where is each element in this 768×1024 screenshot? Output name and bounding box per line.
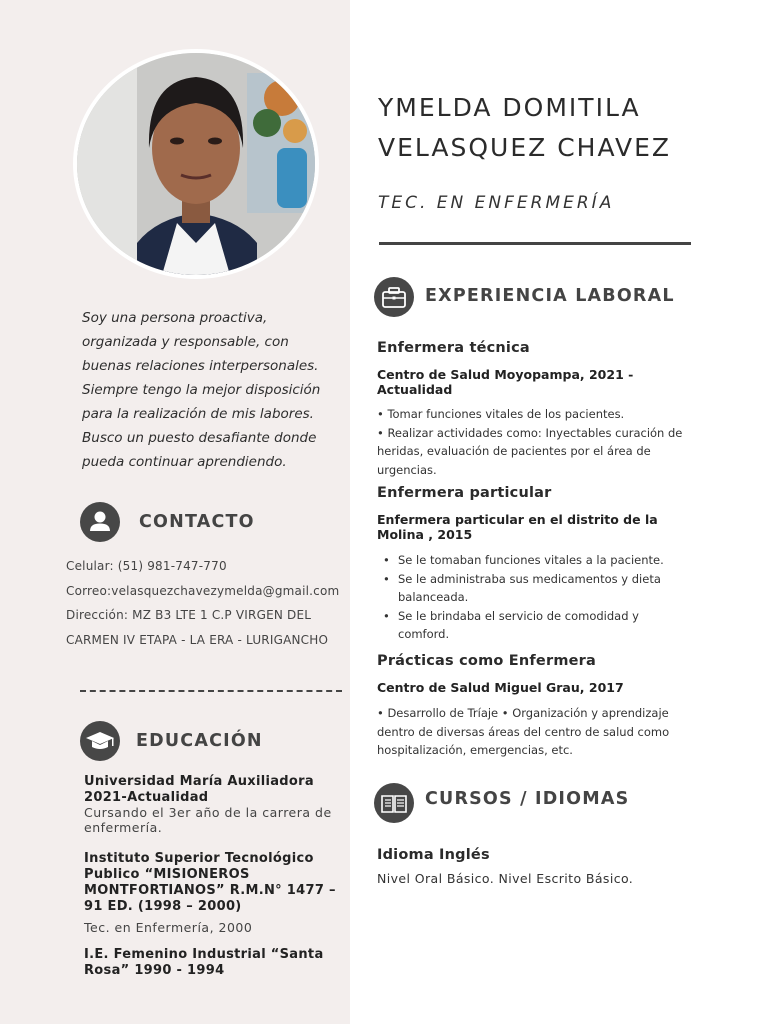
education-heading: EDUCACIÓN	[136, 731, 263, 751]
job-description: • Desarrollo de Tríaje • Organización y aprendizaje dentro de diversas áreas del centro de salud como hospitalización, emergencias, etc.	[377, 706, 670, 757]
name-line-2: VELASQUEZ CHAVEZ	[378, 133, 671, 162]
job-title: Enfermera técnica	[377, 340, 530, 356]
contact-phone: Celular: (51) 981-747-770	[66, 559, 227, 573]
name-line-1: YMELDA DOMITILA	[378, 93, 641, 122]
education-detail: Tec. en Enfermería, 2000	[84, 920, 253, 935]
job-bullet: • Se le brindaba el servicio de comodidad y comford.	[383, 607, 683, 644]
person-icon	[80, 502, 120, 542]
profile-summary: Soy una persona proactiva, organizada y responsable, con buenas relaciones interpersonales. Siempre tengo la mejor disposición para la realización de mis labores. Busco un puesto desafiante donde pueda continuar aprendiendo.	[82, 310, 321, 470]
job-bullet-list	[383, 551, 683, 644]
contact-email: Correo:velasquezchavezymelda@gmail.com	[66, 584, 340, 598]
education-institution: I.E. Femenino Industrial “Santa Rosa” 1990 - 1994	[84, 947, 324, 978]
section-divider	[80, 690, 342, 692]
job-organization: Centro de Salud Moyopampa, 2021 - Actualidad	[377, 367, 634, 397]
job-bullet: • Se le administraba sus medicamentos y dieta balanceada.	[383, 570, 683, 607]
contact-heading: CONTACTO	[139, 512, 255, 532]
education-detail: Cursando el 3er año de la carrera de enfermería.	[84, 805, 332, 835]
job-description	[377, 405, 692, 479]
header-rule	[379, 242, 691, 245]
job-organization: Enfermera particular en el distrito de la Molina , 2015	[377, 512, 658, 542]
job-title: Enfermera particular	[377, 485, 552, 501]
job-bullet: • Tomar funciones vitales de los pacientes.	[377, 407, 625, 421]
job-bullet: • Realizar actividades como: Inyectables curación de heridas, evaluación de pacientes por el área de urgencias.	[377, 425, 683, 477]
course-title: Idioma Inglés	[377, 847, 490, 863]
job-title: Prácticas como Enfermera	[377, 653, 596, 669]
full-name	[378, 88, 671, 168]
book-icon	[374, 783, 414, 823]
course-detail: Nivel Oral Básico. Nivel Escrito Básico.	[377, 871, 634, 886]
education-institution: Instituto Superior Tecnológico Publico “MISIONEROS MONTFORTIANOS” R.M.N° 1477 – 91 ED. (1998 – 2000)	[84, 851, 336, 914]
contact-address-line1: Dirección: MZ B3 LTE 1 C.P VIRGEN DEL	[66, 608, 312, 622]
education-institution: Universidad María Auxiliadora 2021-Actualidad	[84, 774, 314, 805]
job-subtitle: TEC. EN ENFERMERÍA	[378, 193, 615, 213]
experience-heading: EXPERIENCIA LABORAL	[425, 286, 675, 306]
job-bullet: • Se le tomaban funciones vitales a la paciente.	[383, 551, 683, 570]
courses-heading: CURSOS / IDIOMAS	[425, 789, 630, 809]
briefcase-icon	[374, 277, 414, 317]
job-organization: Centro de Salud Miguel Grau, 2017	[377, 680, 624, 695]
profile-photo	[73, 49, 319, 279]
graduation-cap-icon	[80, 721, 120, 761]
portrait-illustration	[77, 53, 315, 275]
contact-address-line2: CARMEN IV ETAPA - LA ERA - LURIGANCHO	[66, 633, 329, 647]
left-column	[0, 0, 350, 1024]
